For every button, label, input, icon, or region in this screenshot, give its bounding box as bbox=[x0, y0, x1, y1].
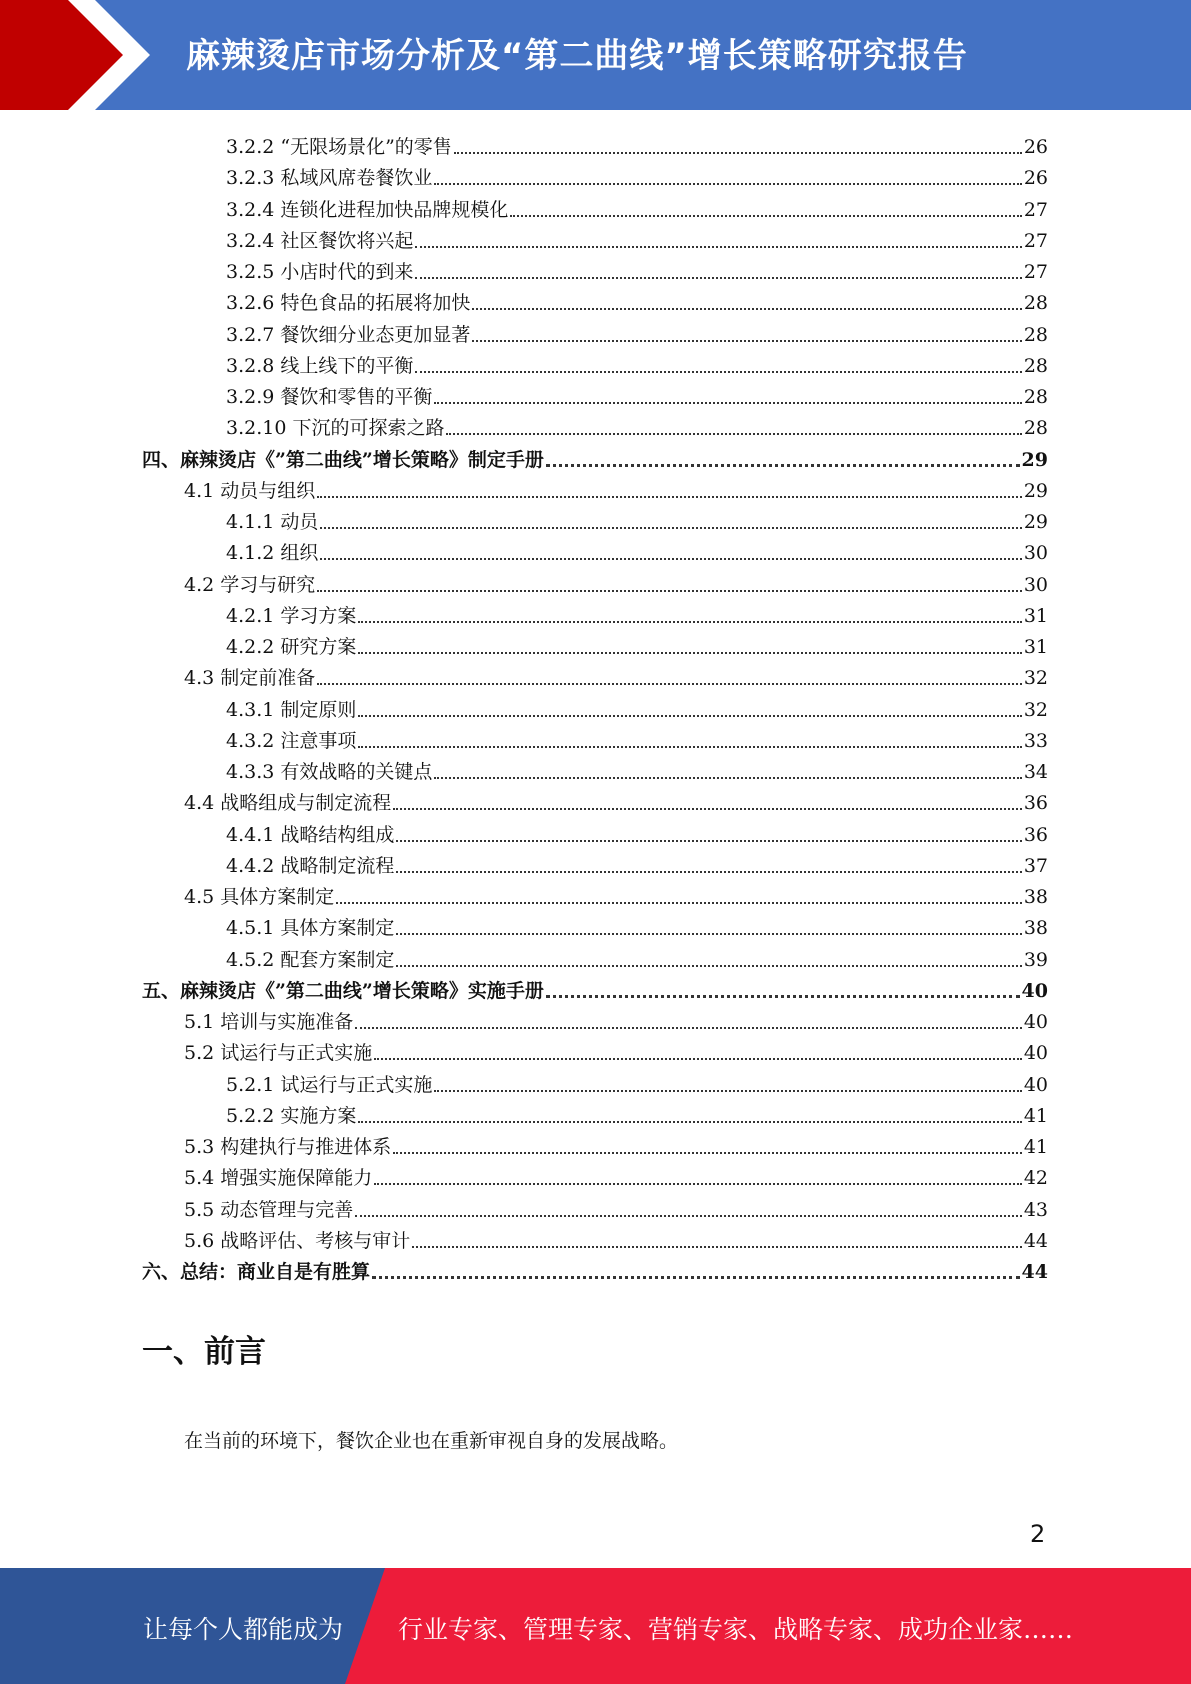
toc-entry-label: 4.1.2 组织 bbox=[226, 542, 319, 565]
toc-entry-label: 4.4.1 战略结构组成 bbox=[226, 823, 395, 846]
toc-dot-leader bbox=[446, 433, 1021, 435]
toc-entry[interactable] bbox=[226, 252, 1048, 283]
toc-entry-page: 41 bbox=[1023, 1104, 1048, 1127]
toc-entry-label: 4.3 制定前准备 bbox=[184, 667, 316, 690]
toc-entry-page: 28 bbox=[1023, 323, 1048, 346]
toc-entry[interactable] bbox=[226, 315, 1048, 346]
toc-entry-page: 29 bbox=[1023, 511, 1048, 533]
toc-entry[interactable] bbox=[226, 596, 1048, 627]
toc-entry-label: 4.1 动员与组织 bbox=[184, 479, 316, 502]
toc-entry-label: 3.2.7 餐饮细分业态更加显著 bbox=[226, 323, 471, 346]
toc-entry[interactable] bbox=[226, 721, 1048, 752]
toc-entry[interactable] bbox=[226, 408, 1048, 439]
toc-entry[interactable] bbox=[226, 752, 1048, 783]
toc-entry[interactable] bbox=[226, 283, 1048, 314]
toc-entry-page: 43 bbox=[1023, 1198, 1048, 1221]
toc-entry-page: 33 bbox=[1023, 729, 1048, 752]
toc-entry-label: 4.4 战略组成与制定流程 bbox=[184, 792, 392, 815]
toc-dot-leader bbox=[358, 746, 1021, 748]
page-header bbox=[0, 0, 1191, 110]
toc-dot-leader bbox=[415, 371, 1021, 373]
toc-entry-page: 34 bbox=[1023, 761, 1048, 783]
toc-entry[interactable] bbox=[184, 877, 1048, 908]
toc-entry-page: 38 bbox=[1023, 917, 1048, 940]
toc-entry[interactable] bbox=[184, 471, 1048, 502]
toc-dot-leader bbox=[393, 808, 1022, 810]
toc-entry[interactable] bbox=[184, 783, 1048, 814]
toc-entry[interactable] bbox=[184, 1033, 1048, 1064]
toc-dot-leader bbox=[396, 840, 1021, 842]
toc-entry-page: 31 bbox=[1023, 604, 1048, 627]
toc-entry-label: 4.2 学习与研究 bbox=[184, 573, 316, 596]
toc-dot-leader bbox=[336, 902, 1022, 904]
toc-entry-page: 44 bbox=[1021, 1261, 1048, 1283]
toc-dot-leader bbox=[317, 496, 1022, 498]
toc-entry-page: 26 bbox=[1023, 167, 1048, 190]
toc-entry-label: 4.5 具体方案制定 bbox=[184, 886, 335, 908]
toc-dot-leader bbox=[510, 215, 1021, 217]
toc-entry-page: 36 bbox=[1023, 792, 1048, 815]
toc-entry[interactable] bbox=[142, 1252, 1048, 1283]
toc-dot-leader bbox=[412, 1246, 1022, 1248]
toc-entry-page: 40 bbox=[1023, 1073, 1048, 1096]
toc-entry-page: 28 bbox=[1023, 292, 1048, 315]
toc-dot-leader bbox=[358, 715, 1021, 717]
toc-dot-leader bbox=[320, 558, 1021, 560]
toc-dot-leader bbox=[396, 933, 1021, 935]
toc-entry-page: 31 bbox=[1023, 636, 1048, 658]
toc-entry-label: 3.2.8 线上线下的平衡 bbox=[226, 354, 414, 377]
toc-entry[interactable] bbox=[226, 190, 1048, 221]
toc-entry-page: 28 bbox=[1023, 417, 1048, 440]
toc-entry-label: 4.5.2 配套方案制定 bbox=[226, 948, 395, 971]
toc-entry[interactable] bbox=[226, 940, 1048, 971]
toc-entry-label: 六、总结：商业自是有胜算 bbox=[142, 1261, 371, 1283]
toc-entry-label: 4.3.3 有效战略的关键点 bbox=[226, 761, 433, 783]
toc-dot-leader bbox=[355, 1215, 1022, 1217]
toc-dot-leader bbox=[415, 277, 1021, 279]
toc-dot-leader bbox=[434, 402, 1021, 404]
toc-entry-label: 5.1 培训与实施准备 bbox=[184, 1011, 354, 1033]
section-title: 一、前言 bbox=[142, 1334, 266, 1370]
toc-dot-leader bbox=[374, 1183, 1022, 1185]
toc-entry-page: 28 bbox=[1023, 354, 1048, 377]
footer-slogan-left: 让每个人都能成为 bbox=[143, 1615, 344, 1644]
page-number: 2 bbox=[1030, 1520, 1046, 1548]
toc-entry[interactable] bbox=[226, 346, 1048, 377]
toc-entry[interactable] bbox=[142, 440, 1048, 471]
toc-entry[interactable] bbox=[226, 690, 1048, 721]
toc-entry-label: 4.5.1 具体方案制定 bbox=[226, 917, 395, 940]
toc-entry-label: 5.5 动态管理与完善 bbox=[184, 1198, 354, 1221]
toc-dot-leader bbox=[415, 246, 1021, 248]
toc-entry-label: 3.2.3 私域风席卷餐饮业 bbox=[226, 167, 433, 190]
toc-entry[interactable] bbox=[184, 1221, 1048, 1252]
toc-dot-leader bbox=[374, 1058, 1022, 1060]
toc-entry[interactable] bbox=[226, 815, 1048, 846]
toc-entry[interactable] bbox=[226, 1065, 1048, 1096]
toc-entry[interactable] bbox=[184, 658, 1048, 689]
toc-entry-label: 5.2.2 实施方案 bbox=[226, 1104, 357, 1127]
toc-entry-page: 30 bbox=[1023, 573, 1048, 596]
toc-entry-label: 5.2.1 试运行与正式实施 bbox=[226, 1073, 433, 1096]
toc-entry-page: 32 bbox=[1023, 667, 1048, 690]
toc-entry-label: 4.1.1 动员 bbox=[226, 511, 319, 533]
toc-entry-label: 3.2.4 连锁化进程加快品牌规模化 bbox=[226, 198, 509, 221]
toc-entry[interactable] bbox=[226, 1096, 1048, 1127]
toc-entry-label: 5.2 试运行与正式实施 bbox=[184, 1042, 373, 1065]
header-title: 麻辣烫店市场分析及“第二曲线”增长策略研究报告 bbox=[186, 36, 968, 76]
toc-dot-leader bbox=[434, 1090, 1021, 1092]
toc-dot-leader bbox=[358, 1121, 1021, 1123]
toc-dot-leader bbox=[372, 1276, 1020, 1279]
toc-entry-label: 5.3 构建执行与推进体系 bbox=[184, 1136, 392, 1158]
toc-entry[interactable] bbox=[226, 908, 1048, 939]
footer-slogan-right: 行业专家、管理专家、营销专家、战略专家、成功企业家…… bbox=[398, 1615, 1074, 1644]
toc-entry-label: 4.4.2 战略制定流程 bbox=[226, 854, 395, 877]
toc-dot-leader bbox=[317, 590, 1022, 592]
toc-entry[interactable] bbox=[226, 533, 1048, 564]
toc-entry-label: 4.2.2 研究方案 bbox=[226, 636, 357, 658]
toc-dot-leader bbox=[396, 965, 1021, 967]
toc-entry-page: 26 bbox=[1023, 136, 1048, 158]
toc-entry-label: 3.2.4 社区餐饮将兴起 bbox=[226, 229, 414, 252]
toc-entry[interactable] bbox=[226, 377, 1048, 408]
toc-entry-label: 3.2.5 小店时代的到来 bbox=[226, 261, 414, 283]
page-footer bbox=[0, 1568, 1191, 1684]
toc-dot-leader bbox=[472, 308, 1021, 310]
toc-dot-leader bbox=[320, 527, 1021, 529]
toc-entry-page: 44 bbox=[1023, 1229, 1048, 1252]
toc-dot-leader bbox=[358, 652, 1021, 654]
toc-entry[interactable] bbox=[226, 221, 1048, 252]
toc-entry-page: 27 bbox=[1023, 261, 1048, 283]
toc-entry-page: 41 bbox=[1023, 1136, 1048, 1158]
toc-entry-label: 3.2.2 “无限场景化”的零售 bbox=[226, 136, 452, 158]
toc-entry-label: 四、麻辣烫店《”第二曲线”增长策略》制定手册 bbox=[142, 448, 544, 471]
toc-entry[interactable] bbox=[226, 158, 1048, 189]
toc-entry-page: 39 bbox=[1023, 948, 1048, 971]
toc-entry[interactable] bbox=[226, 127, 1048, 158]
toc-entry-page: 40 bbox=[1023, 1042, 1048, 1065]
toc-entry-label: 5.4 增强实施保障能力 bbox=[184, 1167, 373, 1190]
toc-entry[interactable] bbox=[184, 1190, 1048, 1221]
toc-entry-page: 40 bbox=[1023, 1011, 1048, 1033]
toc-entry-label: 3.2.10 下沉的可探索之路 bbox=[226, 417, 445, 440]
toc-dot-leader bbox=[434, 777, 1021, 779]
toc-dot-leader bbox=[546, 464, 1020, 467]
toc-entry-label: 4.3.2 注意事项 bbox=[226, 729, 357, 752]
toc-entry-label: 3.2.6 特色食品的拓展将加快 bbox=[226, 292, 471, 315]
toc-entry[interactable] bbox=[184, 1127, 1048, 1158]
toc-entry-page: 40 bbox=[1021, 979, 1048, 1002]
toc-entry-page: 30 bbox=[1023, 542, 1048, 565]
toc-entry-page: 32 bbox=[1023, 698, 1048, 721]
toc-dot-leader bbox=[358, 621, 1021, 623]
toc-entry-page: 27 bbox=[1023, 198, 1048, 221]
toc-entry-label: 五、麻辣烫店《”第二曲线”增长策略》实施手册 bbox=[142, 979, 544, 1002]
toc-entry-label: 3.2.9 餐饮和零售的平衡 bbox=[226, 386, 433, 408]
toc-entry[interactable] bbox=[226, 846, 1048, 877]
toc-entry-page: 42 bbox=[1023, 1167, 1048, 1190]
toc-dot-leader bbox=[546, 995, 1020, 998]
toc-entry-page: 37 bbox=[1023, 854, 1048, 877]
toc-entry-page: 27 bbox=[1023, 229, 1048, 252]
toc-entry-page: 29 bbox=[1023, 479, 1048, 502]
toc-entry[interactable] bbox=[226, 502, 1048, 533]
toc-dot-leader bbox=[472, 340, 1021, 342]
toc-dot-leader bbox=[454, 152, 1022, 154]
toc-entry[interactable] bbox=[226, 627, 1048, 658]
toc-entry-page: 29 bbox=[1021, 448, 1048, 471]
toc-dot-leader bbox=[393, 1152, 1022, 1154]
toc-entry-label: 4.3.1 制定原则 bbox=[226, 698, 357, 721]
toc-dot-leader bbox=[317, 683, 1022, 685]
toc-entry-label: 4.2.1 学习方案 bbox=[226, 604, 357, 627]
toc-entry-label: 5.6 战略评估、考核与审计 bbox=[184, 1229, 411, 1252]
body-paragraph: 在当前的环境下，餐饮企业也在重新审视自身的发展战略。 bbox=[184, 1430, 679, 1452]
toc-entry-page: 28 bbox=[1023, 386, 1048, 408]
toc-entry[interactable] bbox=[184, 1158, 1048, 1189]
toc-dot-leader bbox=[396, 871, 1021, 873]
toc-entry-page: 36 bbox=[1023, 823, 1048, 846]
toc-dot-leader bbox=[355, 1027, 1022, 1029]
toc-dot-leader bbox=[434, 183, 1021, 185]
toc-entry[interactable] bbox=[184, 565, 1048, 596]
toc-entry[interactable] bbox=[142, 971, 1048, 1002]
toc-entry-page: 38 bbox=[1023, 886, 1048, 908]
header-arrow-decoration bbox=[0, 0, 160, 110]
toc-entry[interactable] bbox=[184, 1002, 1048, 1033]
